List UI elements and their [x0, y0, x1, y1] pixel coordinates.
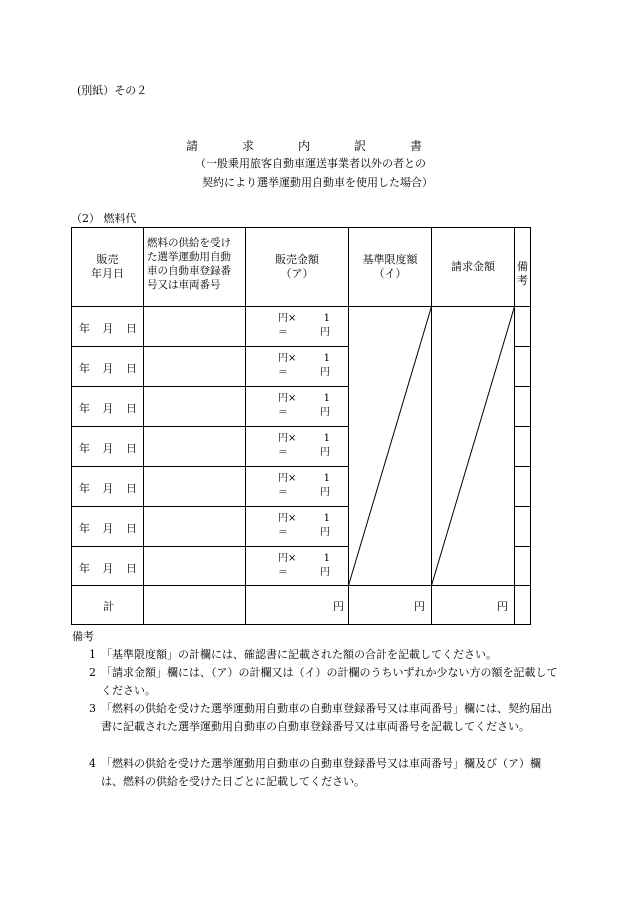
- row-sale-date: [79, 400, 137, 416]
- yen-label: 円: [320, 447, 330, 458]
- yen-label: 円: [320, 407, 330, 418]
- note-item: [89, 664, 561, 700]
- yen-times-label: 円×: [278, 313, 297, 324]
- yen-times-label: 円×: [278, 553, 297, 564]
- date-year-label: 年: [79, 522, 90, 535]
- row-sale-amount: [278, 352, 330, 380]
- date-day-label: 日: [126, 322, 137, 335]
- quantity-label: 1: [323, 433, 330, 444]
- yen-times-label: 円×: [278, 513, 297, 524]
- date-year-label: 年: [79, 562, 90, 575]
- note-item: [89, 700, 561, 736]
- header-vehicle-number: [147, 236, 245, 292]
- header-claim-amount: 請求金額: [451, 260, 495, 273]
- row-sale-amount: [278, 552, 330, 580]
- attachment-label: (別紙）その２: [77, 84, 148, 97]
- note-item: [89, 646, 561, 664]
- title-char: 書: [410, 139, 423, 153]
- yen-label: 円: [320, 527, 330, 538]
- note-text: 「請求金額」欄には、（ア）の計欄又は（イ）の計欄のうちいずれか少ない方の額を記載してください。: [101, 666, 558, 697]
- note-number: 3: [89, 702, 96, 715]
- note-text: 「基準限度額」の計欄には、確認書に記載された額の合計を記載してください。: [101, 648, 497, 661]
- date-year-label: 年: [79, 482, 90, 495]
- row-sale-date: [79, 360, 137, 376]
- row-sale-date: [79, 520, 137, 536]
- total-sale-amount-yen: 円: [333, 600, 344, 613]
- date-day-label: 日: [126, 362, 137, 375]
- note-text: 「燃料の供給を受けた選挙運動用自動車の自動車登録番号又は車両番号」欄及び（ア）欄は、燃料の供給を受けた日ごとに記載してください。: [101, 757, 541, 788]
- note-item: [89, 755, 561, 791]
- notes-heading: 備考: [72, 630, 94, 643]
- section-label: （2） 燃料代: [71, 212, 137, 225]
- equals-label: ＝: [278, 527, 288, 538]
- date-year-label: 年: [79, 442, 90, 455]
- equals-label: ＝: [278, 567, 288, 578]
- title-char: 求: [242, 139, 255, 153]
- row-sale-date: [79, 560, 137, 576]
- subtitle-line-1: （一般乗用旅客自動車運送事業者以外の者との: [195, 157, 426, 170]
- row-sale-date: [79, 320, 137, 336]
- header-limit-amount: [349, 253, 431, 281]
- header-text: 号又は車両番号: [147, 279, 221, 291]
- row-sale-amount: [278, 392, 330, 420]
- quantity-label: 1: [323, 553, 330, 564]
- equals-label: ＝: [278, 487, 288, 498]
- row-sale-amount: [278, 472, 330, 500]
- header-text: 年月日: [91, 267, 124, 280]
- yen-label: 円: [320, 367, 330, 378]
- quantity-label: 1: [323, 513, 330, 524]
- date-year-label: 年: [79, 322, 90, 335]
- row-sale-amount: [278, 512, 330, 540]
- header-text: 販売金額: [275, 253, 319, 266]
- date-month-label: 月: [102, 522, 114, 535]
- equals-label: ＝: [278, 367, 288, 378]
- quantity-label: 1: [323, 353, 330, 364]
- subtitle-line-2: 契約により選挙運動用自動車を使用した場合）: [202, 176, 433, 189]
- note-number: 2: [89, 666, 96, 679]
- yen-times-label: 円×: [278, 353, 297, 364]
- header-text: 基準限度額: [362, 253, 418, 266]
- date-month-label: 月: [102, 402, 114, 415]
- quantity-label: 1: [323, 473, 330, 484]
- header-text: 燃料の供給を受け: [147, 237, 231, 249]
- date-day-label: 日: [126, 442, 137, 455]
- header-text: （ア）: [280, 267, 314, 280]
- title-char: 訳: [354, 139, 367, 153]
- header-text: （イ）: [373, 267, 407, 280]
- note-number: 4: [89, 757, 96, 770]
- date-day-label: 日: [126, 482, 137, 495]
- yen-label: 円: [320, 327, 330, 338]
- total-label: 計: [103, 600, 114, 613]
- date-month-label: 月: [102, 322, 114, 335]
- date-day-label: 日: [126, 402, 137, 415]
- header-sale-amount: [246, 253, 348, 281]
- header-text: 販売: [96, 253, 119, 266]
- title-char: 請: [186, 139, 199, 153]
- note-number: 1: [89, 648, 96, 661]
- date-year-label: 年: [79, 362, 90, 375]
- date-day-label: 日: [126, 562, 137, 575]
- header-text: た選挙運動用自動: [147, 251, 231, 263]
- date-month-label: 月: [102, 362, 114, 375]
- quantity-label: 1: [323, 393, 330, 404]
- row-sale-amount: [278, 432, 330, 460]
- quantity-label: 1: [323, 313, 330, 324]
- total-limit-yen: 円: [414, 600, 425, 613]
- date-month-label: 月: [102, 562, 114, 575]
- yen-times-label: 円×: [278, 433, 297, 444]
- row-sale-date: [79, 440, 137, 456]
- row-sale-date: [79, 480, 137, 496]
- yen-label: 円: [320, 567, 330, 578]
- yen-times-label: 円×: [278, 393, 297, 404]
- row-sale-amount: [278, 312, 330, 340]
- total-claim-yen: 円: [497, 600, 508, 613]
- date-year-label: 年: [79, 402, 90, 415]
- yen-times-label: 円×: [278, 473, 297, 484]
- document-title: [186, 137, 466, 154]
- equals-label: ＝: [278, 407, 288, 418]
- header-sale-date: [72, 253, 143, 281]
- date-month-label: 月: [102, 482, 114, 495]
- title-char: 内: [298, 139, 311, 153]
- equals-label: ＝: [278, 327, 288, 338]
- date-day-label: 日: [126, 522, 137, 535]
- header-text: 車の自動車登録番: [147, 265, 231, 277]
- header-remarks: 備考: [517, 260, 528, 287]
- yen-label: 円: [320, 487, 330, 498]
- note-text: 「燃料の供給を受けた選挙運動用自動車の自動車登録番号又は車両番号」欄には、契約届出書に記載された選挙運動用自動車の自動車登録番号又は車両番号を記載してください。: [101, 702, 552, 733]
- date-month-label: 月: [102, 442, 114, 455]
- equals-label: ＝: [278, 447, 288, 458]
